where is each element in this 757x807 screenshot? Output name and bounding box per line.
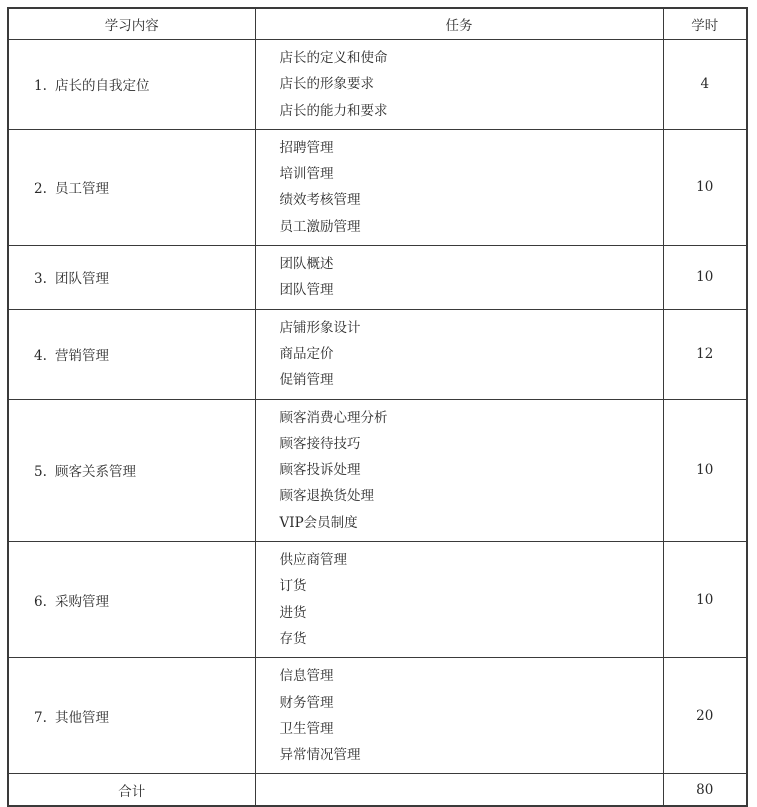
tasks-cell [255,40,663,130]
tasks-cell [255,246,663,310]
total-hours: 80 [663,774,747,807]
task-item: 商品定价 [279,345,334,362]
hours-cell: 10 [663,542,747,658]
hours-cell: 10 [663,399,747,541]
table-row [8,399,747,541]
curriculum-table [7,7,748,807]
tasks-cell [255,399,663,541]
task-item: 店铺形象设计 [279,319,361,336]
learning-content-cell [8,542,255,658]
header-content: 学习内容 [8,8,255,40]
item-title: 员工管理 [55,181,109,198]
item-title: 营销管理 [55,348,109,365]
item-title: 店长的自我定位 [55,78,150,95]
hours-cell: 10 [663,129,747,245]
task-item: 绩效考核管理 [279,192,361,209]
task-item: 进货 [279,604,307,621]
item-number: 3. [34,271,47,288]
learning-content-cell [8,246,255,310]
task-item: 促销管理 [279,372,334,389]
header-row [8,8,747,40]
item-number: 5. [34,464,47,481]
item-number: 1. [34,78,47,95]
total-row [8,774,747,807]
item-number: 6. [34,593,47,610]
hours-cell: 4 [663,40,747,130]
task-item: 异常情况管理 [279,747,361,764]
item-title: 采购管理 [55,593,109,610]
table-row [8,542,747,658]
task-item: 员工激励管理 [279,218,361,235]
table-row [8,246,747,310]
item-number: 2. [34,181,47,198]
item-title: 其他管理 [55,709,109,726]
item-title: 顾客关系管理 [55,464,136,481]
task-item: VIP会员制度 [279,514,358,531]
item-number: 4. [34,348,47,365]
task-item: 顾客消费心理分析 [279,409,388,426]
hours-cell: 10 [663,246,747,310]
task-item: 顾客退换货处理 [279,488,374,505]
hours-cell: 12 [663,309,747,399]
task-item: 店长的能力和要求 [279,102,388,119]
task-item: 团队管理 [279,282,334,299]
task-item: 招聘管理 [279,139,334,156]
task-item: 团队概述 [279,256,334,273]
task-item: 店长的定义和使命 [279,50,388,66]
tasks-cell [255,542,663,658]
tasks-cell [255,129,663,245]
table-body [8,40,747,774]
table-row [8,40,747,130]
task-item: 培训管理 [279,166,334,183]
header-hours: 学时 [663,8,747,40]
tasks-cell [255,309,663,399]
header-tasks: 任务 [255,8,663,40]
task-item: 财务管理 [279,694,334,711]
total-label: 合计 [8,774,255,807]
learning-content-cell [8,129,255,245]
item-title: 团队管理 [55,271,109,288]
tasks-cell [255,658,663,774]
total-tasks [255,774,663,807]
task-item: 顾客接待技巧 [279,435,361,452]
learning-content-cell [8,309,255,399]
learning-content-cell [8,399,255,541]
hours-cell: 20 [663,658,747,774]
task-item: 卫生管理 [279,720,334,737]
learning-content-cell [8,40,255,130]
task-item: 存货 [279,630,307,647]
task-item: 订货 [279,578,307,595]
task-item: 供应商管理 [279,552,347,569]
task-item: 顾客投诉处理 [279,462,361,479]
table-row [8,309,747,399]
table-row [8,129,747,245]
table-row [8,658,747,774]
item-number: 7. [34,709,47,726]
task-item: 店长的形象要求 [279,76,374,93]
task-item: 信息管理 [279,668,334,685]
learning-content-cell [8,658,255,774]
